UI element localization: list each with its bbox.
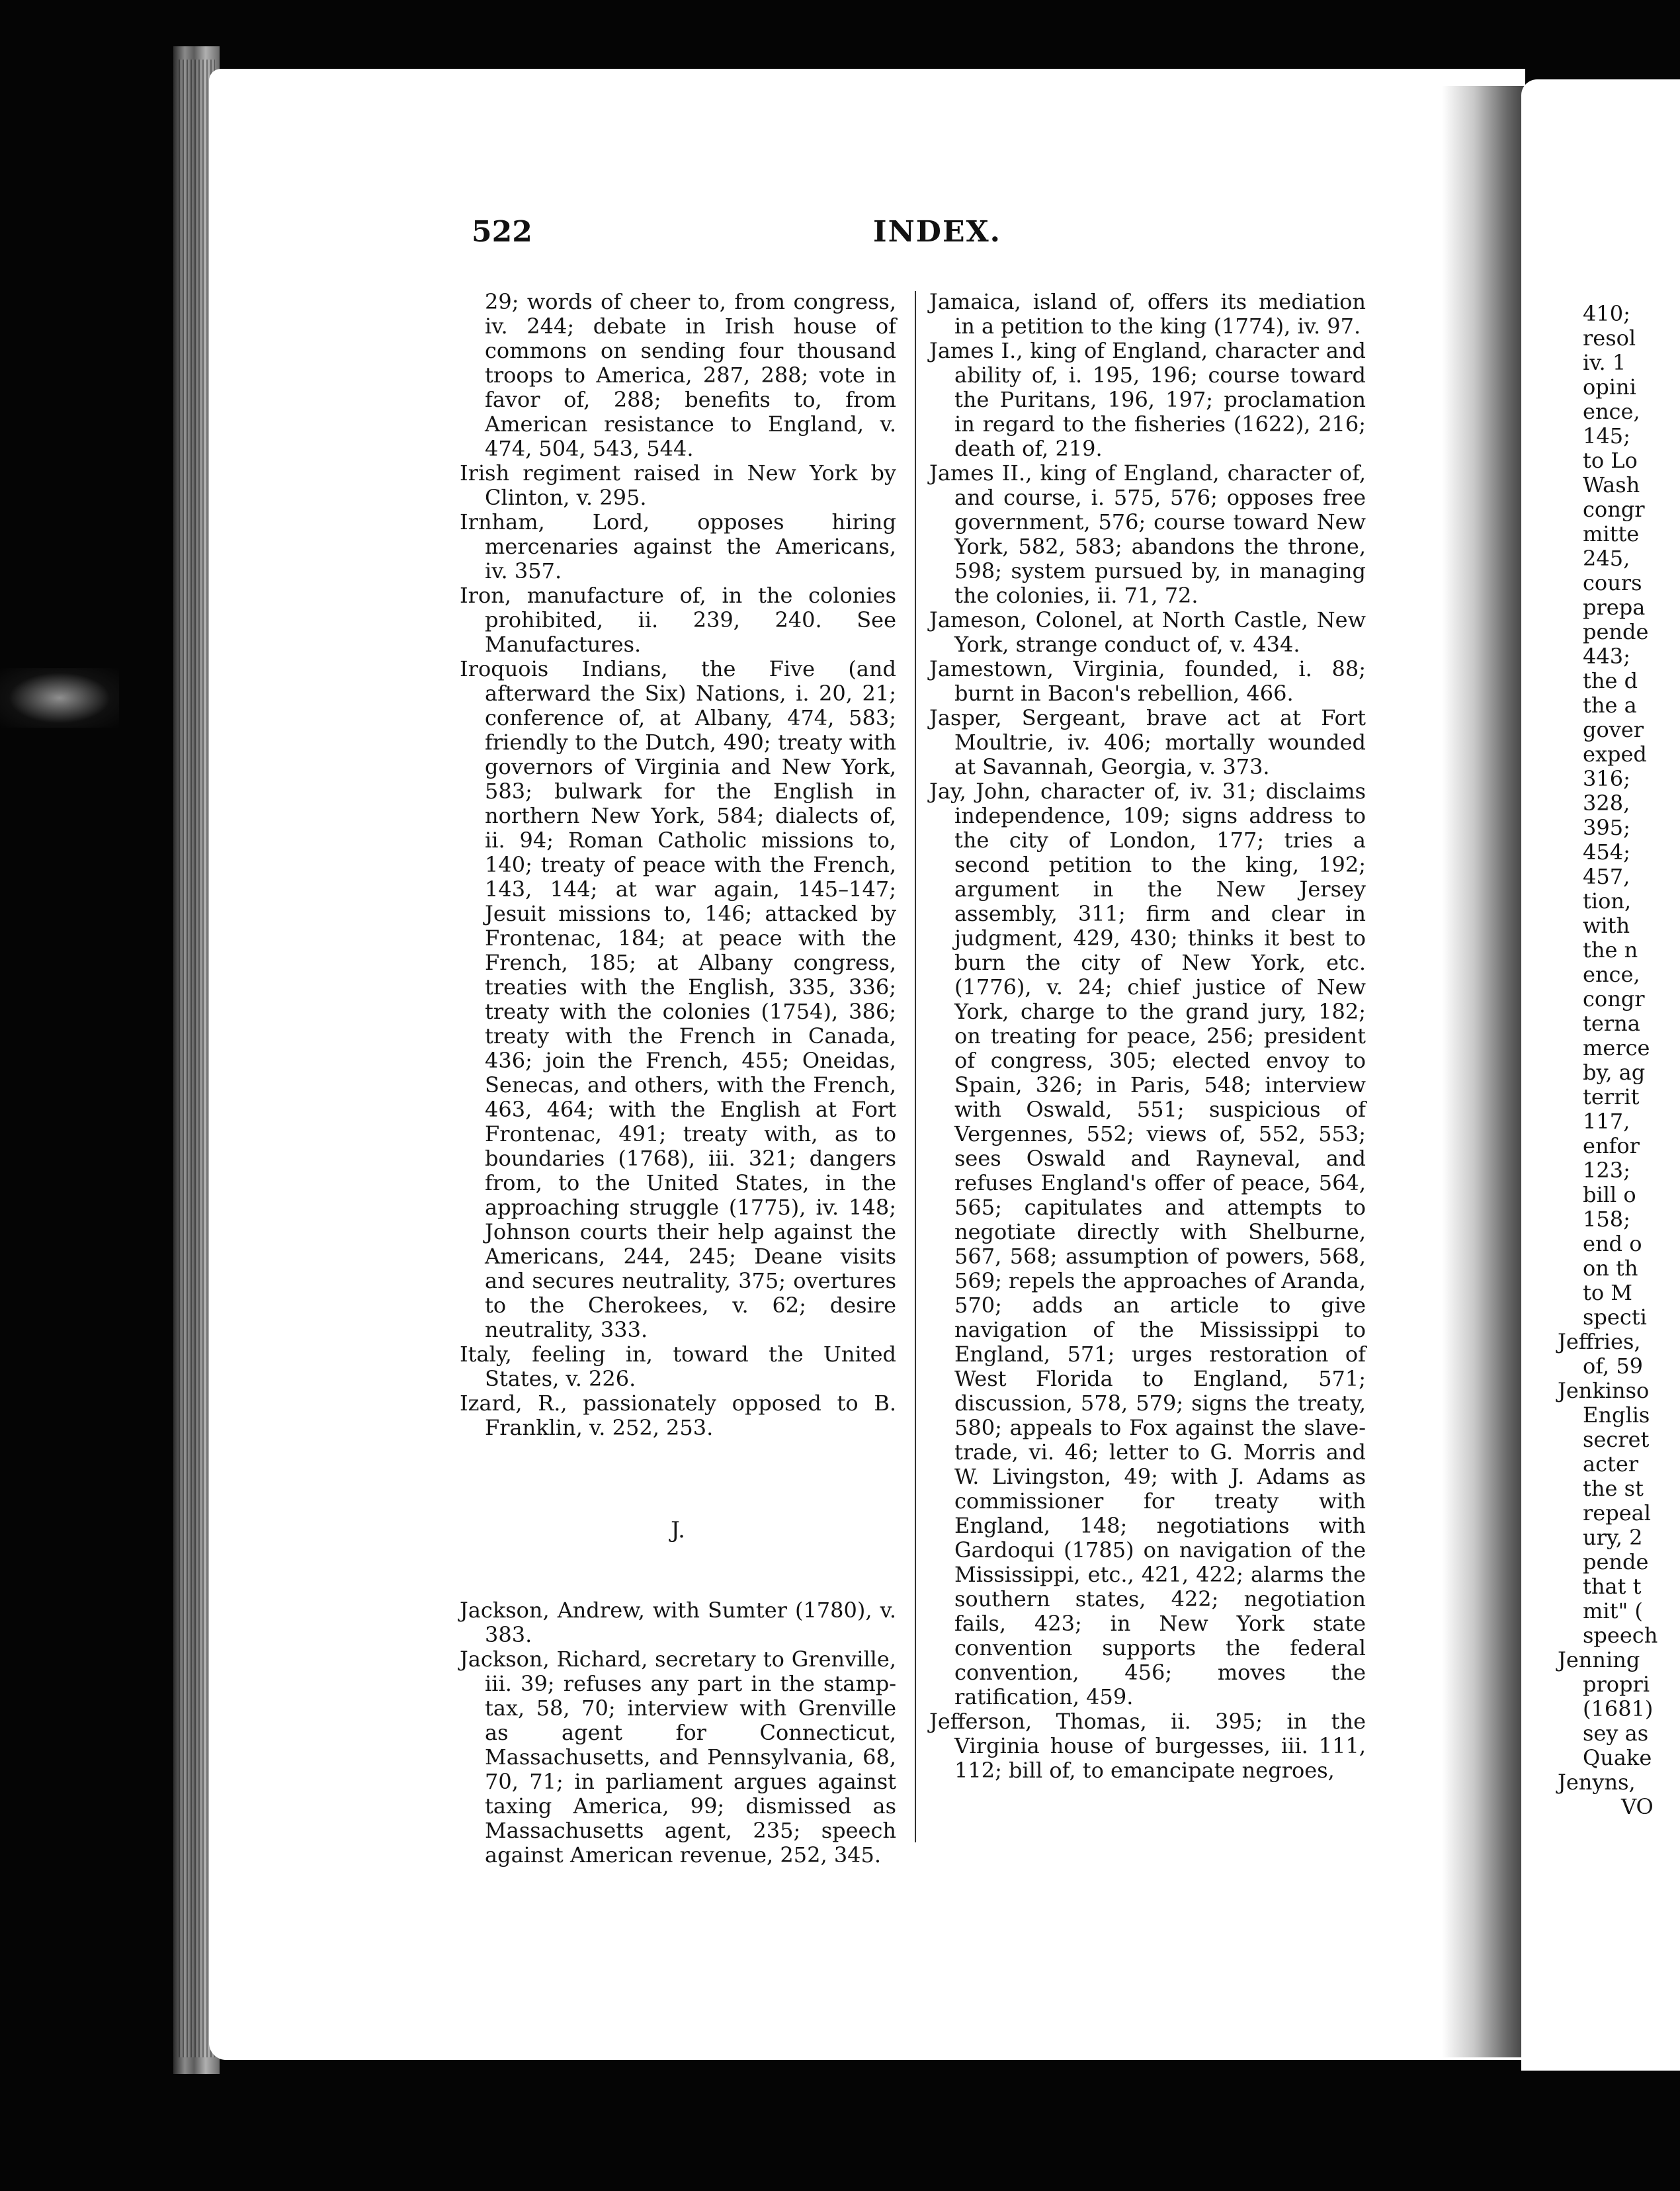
next-page-line-fragment: terna: [1583, 1011, 1640, 1036]
page-number: 522: [472, 215, 532, 249]
next-page-line-fragment: 245,: [1583, 546, 1630, 571]
index-entry: Izard, R., passionately opposed to B. Franklin, v. 252, 253.: [460, 1391, 896, 1440]
next-page-line-fragment: mit" (: [1583, 1598, 1643, 1623]
next-page-line-fragment: 316;: [1583, 766, 1630, 791]
index-entry: Iroquois Indians, the Five (and afterward the Six) Nations, i. 20, 21; conference of, at Albany, 474, 583; friendly to the Dutch, 490; treaty with governors of Virginia and New York, 583; bulwark for the English in northern New York, 584; dialects of, ii. 94; Roman Catholic missions to, 140; treaty of peace with the French, 143, 144; at war again, 145–147; Jesuit missions to, 146; attacked by Frontenac, 184; at peace with the French, 185; at Albany congress, treaties with the English, 335, 336; treaty with the colonies (1754), 386; treaty with the French in Canada, 436; join the French, 455; Oneidas, Senecas, and others, with the French, 463, 464; with the English at Fort Frontenac, 491; treaty with, as to boundaries (1768), iii. 321; dangers from, to the United States, in the approaching struggle (1775), iv. 148; Johnson courts their help against the Americans, 244, 245; Deane visits and secures neutrality, 375; overtures to the Cherokees, v. 62; desire neutrality, 333.: [460, 656, 896, 1342]
next-page-line-fragment: Englis: [1583, 1402, 1650, 1428]
book-gutter-shadow: [1442, 86, 1534, 2057]
next-page-line-fragment: Jeffries,: [1558, 1329, 1641, 1354]
next-page-line-fragment: 328,: [1583, 791, 1630, 816]
running-head: INDEX.: [873, 215, 1001, 249]
index-entry: Italy, feeling in, toward the United States, v. 226.: [460, 1342, 896, 1391]
next-page-line-fragment: 395;: [1583, 815, 1630, 840]
next-page-line-fragment: the d: [1583, 668, 1638, 693]
next-page-line-fragment: Jenning: [1558, 1647, 1640, 1672]
next-page-footer-fragment: VO: [1621, 1794, 1654, 1819]
next-page-line-fragment: ury, 2: [1583, 1525, 1643, 1550]
next-page-line-fragment: to M: [1583, 1280, 1633, 1305]
scan-smudge: [0, 668, 119, 728]
next-page-line-fragment: to Lo: [1583, 448, 1638, 473]
next-page-line-fragment: territ: [1583, 1084, 1640, 1109]
index-column-right: [929, 290, 1366, 1783]
index-entry: James I., king of England, character and ability of, i. 195, 196; course toward the Puritans, 196, 197; proclamation in regard to the fisheries (1622), 216; death of, 219.: [929, 338, 1366, 461]
next-page-line-fragment: pende: [1583, 619, 1649, 644]
index-column-left: [460, 290, 896, 1868]
next-page-line-fragment: propri: [1583, 1672, 1650, 1697]
next-page-line-fragment: 117,: [1583, 1109, 1630, 1134]
next-page-line-fragment: 410;: [1583, 301, 1630, 326]
next-page-line-fragment: opini: [1583, 374, 1636, 400]
next-page-line-fragment: with: [1583, 913, 1630, 938]
next-page-line-fragment: end o: [1583, 1231, 1642, 1256]
next-page-line-fragment: gover: [1583, 717, 1644, 742]
index-entry: Irish regiment raised in New York by Clinton, v. 295.: [460, 460, 896, 510]
next-page-line-fragment: repeal: [1583, 1500, 1651, 1525]
index-entry: Iron, manufacture of, in the colonies prohibited, ii. 239, 240. See Manufactures.: [460, 583, 896, 657]
next-page-line-fragment: secret: [1583, 1427, 1650, 1452]
next-page-line-fragment: ence,: [1583, 962, 1640, 987]
next-page-line-fragment: on th: [1583, 1256, 1638, 1281]
index-entry: Jamestown, Virginia, founded, i. 88; burnt in Bacon's rebellion, 466.: [929, 656, 1366, 706]
next-page-line-fragment: merce: [1583, 1035, 1650, 1060]
next-page-line-fragment: specti: [1583, 1305, 1647, 1330]
index-entry: 29; words of cheer to, from congress, iv. 244; debate in Irish house of commons on sending four thousand troops to America, 287, 288; vote in favor of, 288; benefits to, from American resistance to England, v. 474, 504, 543, 544.: [485, 289, 896, 461]
next-page-line-fragment: Quake: [1583, 1745, 1652, 1770]
next-page-line-fragment: bill o: [1583, 1182, 1636, 1207]
next-page-line-fragment: iv. 1: [1583, 350, 1626, 375]
next-page-line-fragment: cours: [1583, 570, 1642, 595]
next-page-line-fragment: resol: [1583, 325, 1636, 351]
next-page-line-fragment: 158;: [1583, 1207, 1630, 1232]
section-letter-heading: J.: [671, 1517, 685, 1543]
next-page-line-fragment: (1681): [1583, 1696, 1654, 1721]
index-entry: Irnham, Lord, opposes hiring mercenaries against the Americans, iv. 357.: [460, 509, 896, 583]
next-page-line-fragment: prepa: [1583, 595, 1646, 620]
next-page-line-fragment: Jenkinso: [1558, 1378, 1650, 1403]
index-entry: James II., king of England, character of, and course, i. 575, 576; opposes free government, 576; course toward New York, 582, 583; abandons the throne, 598; system pursued by, in managing the colonies, ii. 71, 72.: [929, 460, 1366, 608]
next-page-line-fragment: Jenyns,: [1558, 1770, 1636, 1795]
index-entry: Jackson, Andrew, with Sumter (1780), v. 383.: [460, 1598, 896, 1647]
next-page-line-fragment: mitte: [1583, 521, 1640, 546]
next-page-line-fragment: pende: [1583, 1549, 1649, 1574]
index-entry: Jefferson, Thomas, ii. 395; in the Virginia house of burgesses, iii. 111, 112; bill of, to emancipate negroes,: [929, 1709, 1366, 1783]
next-page-line-fragment: enfor: [1583, 1133, 1640, 1158]
next-page-line-fragment: acter: [1583, 1451, 1639, 1477]
next-page-line-fragment: exped: [1583, 742, 1647, 767]
next-page-fragments: [1558, 301, 1680, 1819]
next-page-line-fragment: 457,: [1583, 864, 1630, 889]
next-page-line-fragment: the st: [1583, 1476, 1644, 1501]
index-entry: Jay, John, character of, iv. 31; disclaims independence, 109; signs address to the city of London, 177; tries a second petition to the king, 192; argument in the New Jersey assembly, 311; firm and clear in judgment, 429, 430; thinks it best to burn the city of New York, etc. (1776), v. 24; chief justice of New York, charge to the grand jury, 182; on treating for peace, 256; president of congress, 305; elected envoy to Spain, 326; in Paris, 548; interview with Oswald, 551; suspicious of Vergennes, 552; views of, 552, 553; sees Oswald and Rayneval, and refuses England's offer of peace, 564, 565; capitulates and attempts to negotiate directly with Shelburne, 567, 568; assumption of powers, 568, 569; repels the approaches of Aranda, 570; adds an article to give navigation of the Mississippi to England, 571; urges restoration of West Florida to England, 571; discussion, 578, 579; signs the treaty, 580; appeals to Fox against the slave-trade, vi. 46; letter to G. Morris and W. Livingston, 49; with J. Adams as commissioner for treaty with England, 148; negotiations with Gardoqui (1785) on navigation of the Mississippi, etc., 421, 422; alarms the southern states, 422; negotiation fails, 423; in New York state convention supports the federal convention, 456; moves the ratification, 459.: [929, 779, 1366, 1709]
index-entry: Jamaica, island of, offers its mediation in a petition to the king (1774), iv. 97.: [929, 289, 1366, 339]
index-entry: Jameson, Colonel, at North Castle, New York, strange conduct of, v. 434.: [929, 607, 1366, 657]
next-page-line-fragment: congr: [1583, 497, 1645, 522]
next-page-line-fragment: 145;: [1583, 423, 1630, 449]
column-rule: [915, 291, 916, 1842]
next-page-line-fragment: the a: [1583, 693, 1637, 718]
next-page-line-fragment: of, 59: [1583, 1353, 1644, 1379]
next-page-line-fragment: 123;: [1583, 1158, 1630, 1183]
next-page-line-fragment: 443;: [1583, 644, 1630, 669]
next-page-line-fragment: 454;: [1583, 839, 1630, 865]
next-page-line-fragment: by, ag: [1583, 1060, 1646, 1085]
next-page-line-fragment: the n: [1583, 937, 1638, 963]
next-page-line-fragment: speech: [1583, 1623, 1658, 1648]
next-page-line-fragment: Wash: [1583, 472, 1640, 497]
next-page-line-fragment: ence,: [1583, 399, 1640, 424]
next-page-line-fragment: congr: [1583, 986, 1645, 1011]
next-page-line-fragment: that t: [1583, 1574, 1642, 1599]
index-entry: Jackson, Richard, secretary to Grenville, iii. 39; refuses any part in the stamp-tax, 58, 70; interview with Grenville as agent for Connecticut, Massachusetts, and Pennsylvania, 68, 70, 71; in parliament argues against taxing America, 99; dismissed as Massachusetts agent, 235; speech against American revenue, 252, 345.: [460, 1647, 896, 1868]
index-entry: Jasper, Sergeant, brave act at Fort Moultrie, iv. 406; mortally wounded at Savannah, Georgia, v. 373.: [929, 705, 1366, 779]
next-page-line-fragment: tion,: [1583, 888, 1632, 914]
next-page-line-fragment: sey as: [1583, 1721, 1649, 1746]
